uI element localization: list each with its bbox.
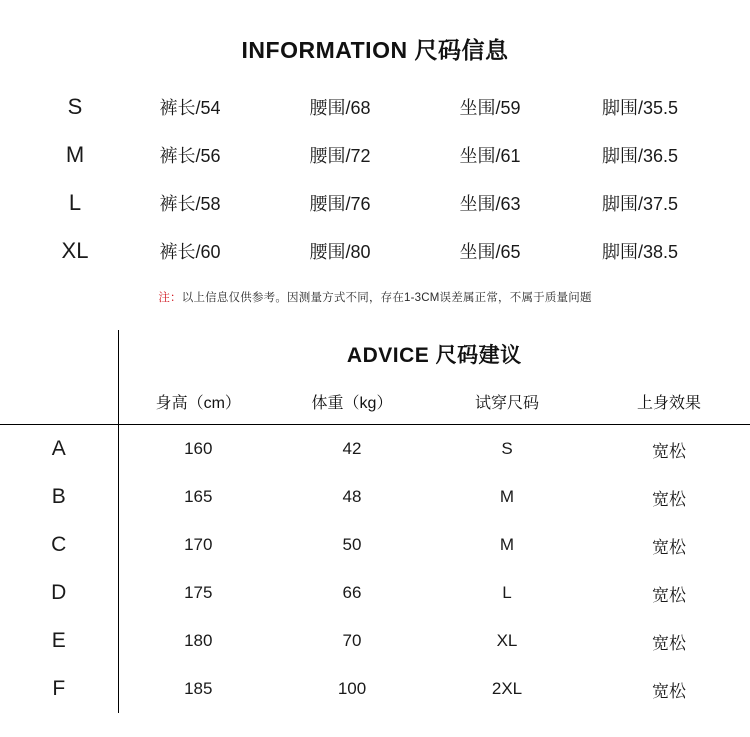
recommended-size-value: S <box>501 439 513 458</box>
waist-value: 腰围/80 <box>309 242 371 262</box>
table-row <box>0 665 750 713</box>
table-row <box>0 473 750 521</box>
table-row <box>35 179 715 227</box>
advice-title-cn: 尺码建议 <box>435 344 522 367</box>
information-title-cn: 尺码信息 <box>414 37 509 63</box>
row-letter: D <box>51 581 67 604</box>
height-value: 170 <box>118 521 278 569</box>
hip-value: 坐围/63 <box>459 194 521 214</box>
height-value: 180 <box>118 617 278 665</box>
foot-opening-value: 脚围/37.5 <box>601 194 679 214</box>
table-row <box>35 227 715 275</box>
column-header-size: 试穿尺码 <box>474 394 539 412</box>
table-row <box>0 617 750 665</box>
measurement-note <box>35 289 715 305</box>
table-row <box>35 131 715 179</box>
weight-value: 100 <box>337 679 367 698</box>
recommended-size-value: M <box>499 535 515 554</box>
advice-header-spacer <box>0 378 118 425</box>
height-value: 175 <box>118 569 278 617</box>
weight-value: 48 <box>342 487 362 506</box>
foot-opening-value: 脚围/38.5 <box>601 242 679 262</box>
information-section <box>0 0 750 305</box>
weight-value: 50 <box>342 535 362 554</box>
pant-length-value: 裤长/58 <box>159 194 221 214</box>
recommended-size-value: L <box>502 583 512 602</box>
table-row <box>0 425 750 473</box>
column-header-effect: 上身效果 <box>637 394 702 412</box>
height-value: 165 <box>118 473 278 521</box>
note-label: 注： <box>158 292 182 304</box>
size-information-table <box>35 83 715 275</box>
row-letter: B <box>51 485 66 508</box>
column-header-weight: 体重（kg） <box>311 394 393 412</box>
weight-value: 70 <box>342 631 362 650</box>
size-label: XL <box>61 238 89 263</box>
fit-effect-value: 宽松 <box>652 441 686 461</box>
table-row <box>0 569 750 617</box>
row-letter: E <box>51 629 66 652</box>
advice-header-row <box>0 378 750 425</box>
recommended-size-value: 2XL <box>491 679 523 698</box>
size-label: L <box>68 190 82 215</box>
information-title <box>0 32 750 65</box>
hip-value: 坐围/65 <box>459 242 521 262</box>
advice-title-row <box>0 330 750 378</box>
advice-section <box>0 330 750 713</box>
pant-length-value: 裤长/60 <box>159 242 221 262</box>
waist-value: 腰围/72 <box>309 146 371 166</box>
row-letter: F <box>52 677 66 700</box>
column-header-height: 身高（cm） <box>118 378 278 425</box>
fit-effect-value: 宽松 <box>652 537 686 557</box>
information-title-latin: INFORMATION <box>241 37 408 63</box>
advice-title-spacer <box>0 330 118 378</box>
note-text: 以上信息仅供参考。因测量方式不同，存在1-3CM误差属正常，不属于质量问题 <box>181 292 592 304</box>
row-letter: C <box>51 533 67 556</box>
foot-opening-value: 脚围/36.5 <box>601 146 679 166</box>
fit-effect-value: 宽松 <box>652 681 686 701</box>
hip-value: 坐围/61 <box>459 146 521 166</box>
size-label: M <box>65 142 85 167</box>
size-advice-table <box>0 330 750 713</box>
advice-title-latin: ADVICE <box>346 344 430 367</box>
height-value: 185 <box>118 665 278 713</box>
fit-effect-value: 宽松 <box>652 633 686 653</box>
table-row <box>35 83 715 131</box>
table-row <box>0 521 750 569</box>
recommended-size-value: M <box>499 487 515 506</box>
waist-value: 腰围/76 <box>309 194 371 214</box>
weight-value: 66 <box>342 583 362 602</box>
height-value: 160 <box>118 425 278 473</box>
pant-length-value: 裤长/54 <box>159 98 221 118</box>
foot-opening-value: 脚围/35.5 <box>601 98 679 118</box>
size-label: S <box>67 94 83 119</box>
recommended-size-value: XL <box>496 631 518 650</box>
waist-value: 腰围/68 <box>309 98 371 118</box>
weight-value: 42 <box>342 439 362 458</box>
fit-effect-value: 宽松 <box>652 489 686 509</box>
fit-effect-value: 宽松 <box>652 585 686 605</box>
pant-length-value: 裤长/56 <box>159 146 221 166</box>
row-letter: A <box>51 437 66 460</box>
advice-title <box>118 330 750 378</box>
hip-value: 坐围/59 <box>459 98 521 118</box>
